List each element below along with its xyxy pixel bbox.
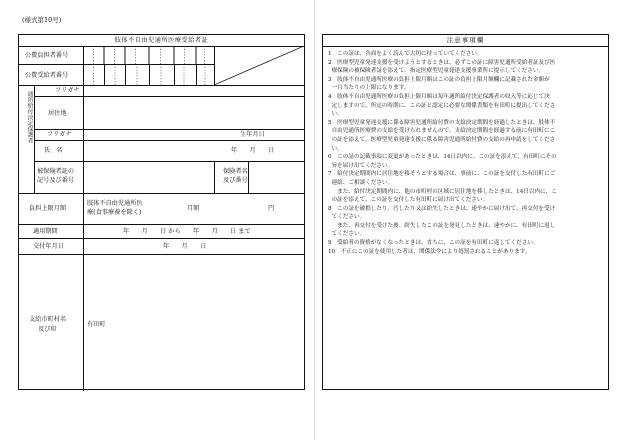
card-title: 肢体不自由児通所医療受給者証 [114,37,209,44]
note-item: 8 この証を破損したり、汚したり又は紛失したときは、速やかに届け出て、再交付を受け てください。 また、再交付を受けた後、紛失したこの証を発見したときは、速やかに、有田町に返し てください。 [328,205,556,238]
name-label: 氏 名 [44,147,63,154]
rule [19,193,304,194]
certificate-card [18,34,305,390]
furigana-divider [34,96,304,97]
rule [19,85,304,86]
digit-cells [83,46,214,85]
notes-panel [322,34,609,390]
issue-date-value: 年 月 日 [163,243,207,250]
insurer-label-1: 保険者名 [223,168,248,175]
note-item: 1 この証は、各面をよく読んで大切に持っていてください。 [328,51,483,57]
note-item: 3 肢体不自由児通所医療の負担上限月額はこの証の負担上限月額欄に記載された金額が 一月当たりの上限になります。 [328,76,550,92]
birthdate-label: 生年月日 [240,131,265,138]
limit-yen-label: 円 [268,205,275,212]
period-label: 適用期間 [33,228,58,235]
municipality-label-2: 及び印 [38,326,57,333]
rule [19,224,304,225]
insurer-label-2: 及び番号 [223,177,248,184]
period-value: 年 月 日 から 年 月 日 まで [123,228,251,235]
note-item: 4 肢体不自由児通所医療の負担上限月額は毎年通所給付決定保護者の収入等に応じて決 定しますので、所定の時期に、この証と認定に必要な関係書類を有田町に提出してくださ い。 [328,93,556,118]
birthdate-value: 年 月 日 [231,147,275,154]
page-fold-line [314,0,315,440]
limit-label: 負担上限月額 [29,205,67,212]
limit-month-label: 月額 [187,205,200,212]
note-item: 10 不正にこの証を使用した者は、関係法令により処罰されることがあります。 [328,248,531,255]
furigana-label-1: フリガナ [55,87,80,94]
rule [34,161,304,162]
issue-date-label: 交付年月日 [33,243,64,250]
rule [34,129,304,130]
void-diagonal [214,46,304,85]
municipality-label-1: 支給市町村名 [29,316,67,323]
rule [19,238,304,239]
limit-desc-1: 肢体不自由児通所医 [87,200,143,207]
rule [248,161,249,193]
municipality-value: 有田町 [87,321,106,328]
insured-label-1: 被保険者証の [37,168,75,175]
notes-title: 注意事項欄 [323,35,608,47]
form-number: (様式第10号) [22,16,62,24]
note-item: 5 医療型児童発達支援に係る障害児通所給付費の支給決定期間を経過したときは、肢体不 自由児通所医療費の支給を受けられませんので、支給決定期間を経過する前に有田町にこ の証を添えて、医療型児童発達支援に係る障害児通所給付費の支給の再申請をしてくださ い。 [328,119,556,152]
note-item: 6 この証の記載事項に変更があったときは、14日以内に、この証を添えて、有田町にその 旨を届け出てください。 [328,154,557,169]
note-item: 7 給付決定期間内に居住地を移そうとする場合は、事前に、この証を交付した有田町にご 連絡、ご相談ください。 また、給付決定期間内に、他の市町村の区域に居住地を移したときは、14日以内に、こ の証を添えて、この証を交付した有田町に届け出てください。 [328,171,557,204]
payer-number-label: 公費負担者番号 [25,52,69,59]
rule [34,140,304,141]
notes-list [328,50,605,256]
note-item: 2 医療型児童発達支援を受けようとするときは、必ずこの証に障害児通所受給者証及び医 療保険の被保険者証を添えて、指定医療型児童発達支援事業所に提示してください。 [328,59,556,75]
recipient-number-label: 公費受給者番号 [25,72,69,79]
rule [19,254,304,255]
insured-label-2: 記号及び番号 [37,177,75,184]
note-item: 9 受給者の資格がなくなったときは、直ちに、この証を有田町に返してください。 [328,240,539,247]
limit-desc-2: 療(食事療養を除く) [87,209,142,216]
rule [214,161,215,193]
guardian-side-label: 通所給付決定保護者 [26,91,32,144]
furigana-label-2: フリガナ [47,131,72,138]
rule [34,85,35,193]
address-label: 居住地 [48,110,67,117]
rule [83,85,84,391]
